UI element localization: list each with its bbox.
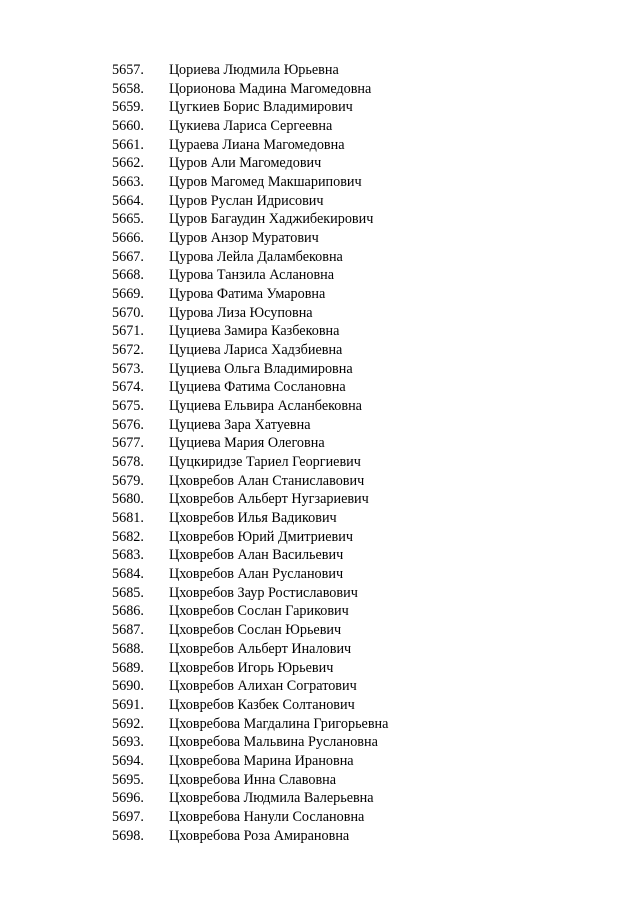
entry-name: Цховребов Альберт Иналович	[169, 640, 352, 657]
list-item	[112, 696, 388, 715]
list-item	[112, 285, 388, 304]
list-item	[112, 80, 388, 99]
entry-number: 5694.	[112, 752, 144, 769]
entry-number: 5668.	[112, 267, 144, 284]
entry-number: 5693.	[112, 734, 144, 751]
entry-number: 5667.	[112, 248, 144, 265]
list-item	[112, 490, 388, 509]
list-item	[112, 434, 388, 453]
entry-number: 5658.	[112, 80, 144, 97]
list-item	[112, 472, 388, 491]
entry-number: 5697.	[112, 808, 144, 825]
entry-number: 5696.	[112, 790, 144, 807]
entry-name: Цховребова Роза Амирановна	[169, 827, 350, 844]
list-item	[112, 584, 388, 603]
entry-number: 5673.	[112, 360, 144, 377]
entry-name: Цуциева Ольга Владимировна	[169, 360, 353, 377]
entry-name: Цховребов Юрий Дмитриевич	[169, 528, 353, 545]
entry-name: Цховребов Заур Ростиславович	[169, 584, 358, 601]
list-item	[112, 117, 388, 136]
entry-name: Цуров Руслан Идрисович	[169, 192, 324, 209]
list-item	[112, 546, 388, 565]
entry-number: 5662.	[112, 155, 144, 172]
list-item	[112, 565, 388, 584]
list-item	[112, 304, 388, 323]
list-item	[112, 136, 388, 155]
entry-name: Цховребова Людмила Валерьевна	[169, 790, 374, 807]
entry-number: 5670.	[112, 304, 144, 321]
entry-name: Цурова Лейла Даламбековна	[169, 248, 343, 265]
entry-number: 5683.	[112, 547, 144, 564]
list-item	[112, 210, 388, 229]
entry-name: Цховребов Сослан Гарикович	[169, 603, 349, 620]
entry-number: 5665.	[112, 211, 144, 228]
list-item	[112, 248, 388, 267]
entry-name: Цховребова Марина Ирановна	[169, 752, 354, 769]
entry-number: 5675.	[112, 398, 144, 415]
entry-number: 5672.	[112, 342, 144, 359]
entry-name: Цховребов Сослан Юрьевич	[169, 622, 342, 639]
list-item	[112, 98, 388, 117]
entry-name: Цуциева Зара Хатуевна	[169, 416, 311, 433]
entry-name: Цуров Магомед Макшарипович	[169, 174, 362, 191]
list-item	[112, 61, 388, 80]
entry-name: Цховребова Инна Славовна	[169, 771, 337, 788]
entry-name: Цуров Багаудин Хаджибекирович	[169, 211, 374, 228]
entry-name: Цуциева Лариса Хадзбиевна	[169, 342, 343, 359]
entry-name: Цховребов Алан Станиславович	[169, 472, 365, 489]
list-item	[112, 771, 388, 790]
entry-name: Цховребов Илья Вадикович	[169, 510, 337, 527]
entry-number: 5695.	[112, 771, 144, 788]
entry-number: 5686.	[112, 603, 144, 620]
entry-name: Цуциева Ельвира Асланбековна	[169, 398, 362, 415]
entry-number: 5663.	[112, 174, 144, 191]
entry-name: Цховребов Алан Русланович	[169, 566, 344, 583]
list-item	[112, 229, 388, 248]
list-item	[112, 715, 388, 734]
list-item	[112, 192, 388, 211]
entry-name: Цуцкиридзе Тариел Георгиевич	[169, 454, 361, 471]
entry-number: 5698.	[112, 827, 144, 844]
entry-name: Цурова Фатима Умаровна	[169, 286, 326, 303]
entry-name: Цховребов Алихан Согратович	[169, 678, 357, 695]
entry-number: 5685.	[112, 584, 144, 601]
entry-name: Цуциева Фатима Сослановна	[169, 379, 346, 396]
entry-number: 5678.	[112, 454, 144, 471]
list-item	[112, 416, 388, 435]
entry-name: Цориева Людмила Юрьевна	[169, 62, 339, 78]
entry-number: 5688.	[112, 640, 144, 657]
entry-number: 5690.	[112, 678, 144, 695]
entry-name: Цорионова Мадина Магомедовна	[169, 80, 372, 97]
list-item	[112, 341, 388, 360]
list-item	[112, 453, 388, 472]
list-item	[112, 733, 388, 752]
entry-name: Цховребов Игорь Юрьевич	[169, 659, 334, 676]
entry-number: 5692.	[112, 715, 144, 732]
list-item	[112, 602, 388, 621]
entry-number: 5657.	[112, 62, 144, 78]
entry-number: 5682.	[112, 528, 144, 545]
entry-number: 5681.	[112, 510, 144, 527]
list-item	[112, 397, 388, 416]
entry-name: Цурова Танзила Аслановна	[169, 267, 335, 284]
list-item	[112, 677, 388, 696]
entry-number: 5687.	[112, 622, 144, 639]
entry-name: Цураева Лиана Магомедовна	[169, 136, 345, 153]
list-item	[112, 360, 388, 379]
entry-name: Цховребова Нанули Сослановна	[169, 808, 365, 825]
entry-number: 5666.	[112, 230, 144, 247]
list-item	[112, 154, 388, 173]
entry-name: Цуров Анзор Муратович	[169, 230, 319, 247]
list-item	[112, 173, 388, 192]
entry-name: Цховребова Мальвина Руслановна	[169, 734, 378, 751]
entry-name: Цховребов Алан Васильевич	[169, 547, 344, 564]
entry-name: Цуциева Мария Олеговна	[169, 435, 325, 452]
name-list	[112, 61, 388, 845]
list-item	[112, 659, 388, 678]
entry-name: Цугкиев Борис Владимирович	[169, 99, 353, 116]
entry-number: 5671.	[112, 323, 144, 340]
list-item	[112, 621, 388, 640]
entry-name: Цховребов Альберт Нугзариевич	[169, 491, 369, 508]
entry-number: 5674.	[112, 379, 144, 396]
entry-number: 5684.	[112, 566, 144, 583]
entry-name: Цуров Али Магомедович	[169, 155, 322, 172]
entry-name: Цуциева Замира Казбековна	[169, 323, 340, 340]
entry-number: 5689.	[112, 659, 144, 676]
list-item	[112, 378, 388, 397]
entry-number: 5676.	[112, 416, 144, 433]
entry-name: Цховребов Казбек Солтанович	[169, 696, 355, 713]
entry-number: 5691.	[112, 696, 144, 713]
list-item	[112, 266, 388, 285]
entry-number: 5679.	[112, 472, 144, 489]
list-item	[112, 640, 388, 659]
entry-number: 5659.	[112, 99, 144, 116]
entry-number: 5660.	[112, 118, 144, 135]
entry-number: 5664.	[112, 192, 144, 209]
list-item	[112, 322, 388, 341]
list-item	[112, 827, 388, 846]
list-item	[112, 509, 388, 528]
list-item	[112, 808, 388, 827]
entry-number: 5680.	[112, 491, 144, 508]
entry-number: 5677.	[112, 435, 144, 452]
entry-number: 5669.	[112, 286, 144, 303]
entry-name: Цховребова Магдалина Григорьевна	[169, 715, 389, 732]
list-item	[112, 752, 388, 771]
entry-number: 5661.	[112, 136, 144, 153]
list-item	[112, 789, 388, 808]
list-item	[112, 528, 388, 547]
entry-name: Цурова Лиза Юсуповна	[169, 304, 313, 321]
entry-name: Цукиева Лариса Сергеевна	[169, 118, 333, 135]
